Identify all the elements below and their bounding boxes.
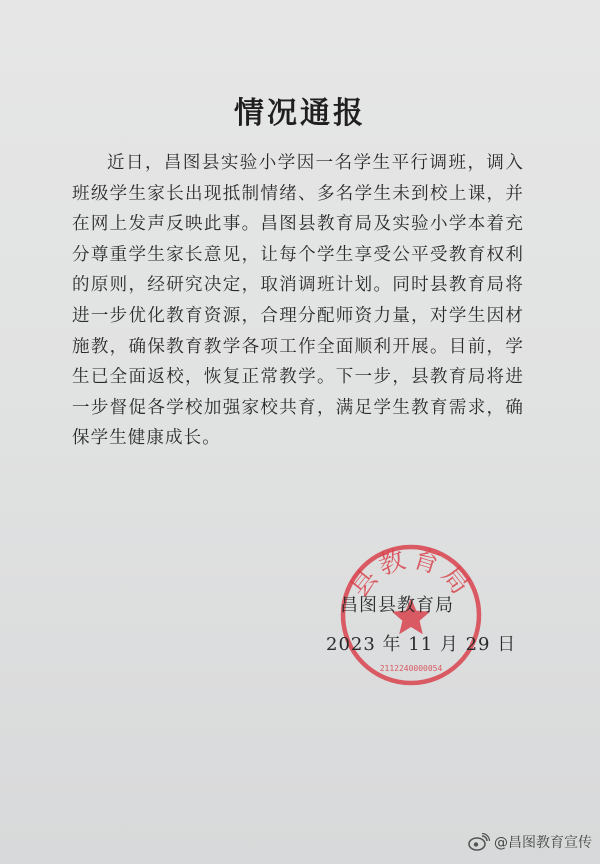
document-body: 近日，昌图县实验小学因一名学生平行调班，调入班级学生家长出现抵制情绪、多名学生未到校上课，并在网上发声反映此事。昌图县教育局及实验小学本着充分尊重学生家长意见，让每个学生享受公平受教育权利的原则，经研究决定，取消调班计划。同时县教育局将进一步优化教育资源，合理分配师资力量，对学生因材施教，确保教育教学各项工作全面顺利开展。目前，学生已全面返校，恢复正常教学。下一步，县教育局将进一步督促各学校加强家校共育，满足学生教育需求，确保学生健康成长。 bbox=[72, 153, 524, 449]
weibo-watermark bbox=[468, 832, 592, 852]
weibo-icon bbox=[468, 833, 490, 851]
issuer-name: 昌图县教育局 bbox=[340, 595, 454, 616]
seal-code: 2112240000054 bbox=[379, 664, 443, 673]
issue-date: 2023 年 11 月 29 日 bbox=[326, 634, 517, 655]
document-title: 情况通报 bbox=[234, 96, 366, 131]
seal-text: 县教育局 bbox=[344, 543, 478, 604]
watermark-text: @昌图教育宣传 bbox=[494, 835, 592, 851]
